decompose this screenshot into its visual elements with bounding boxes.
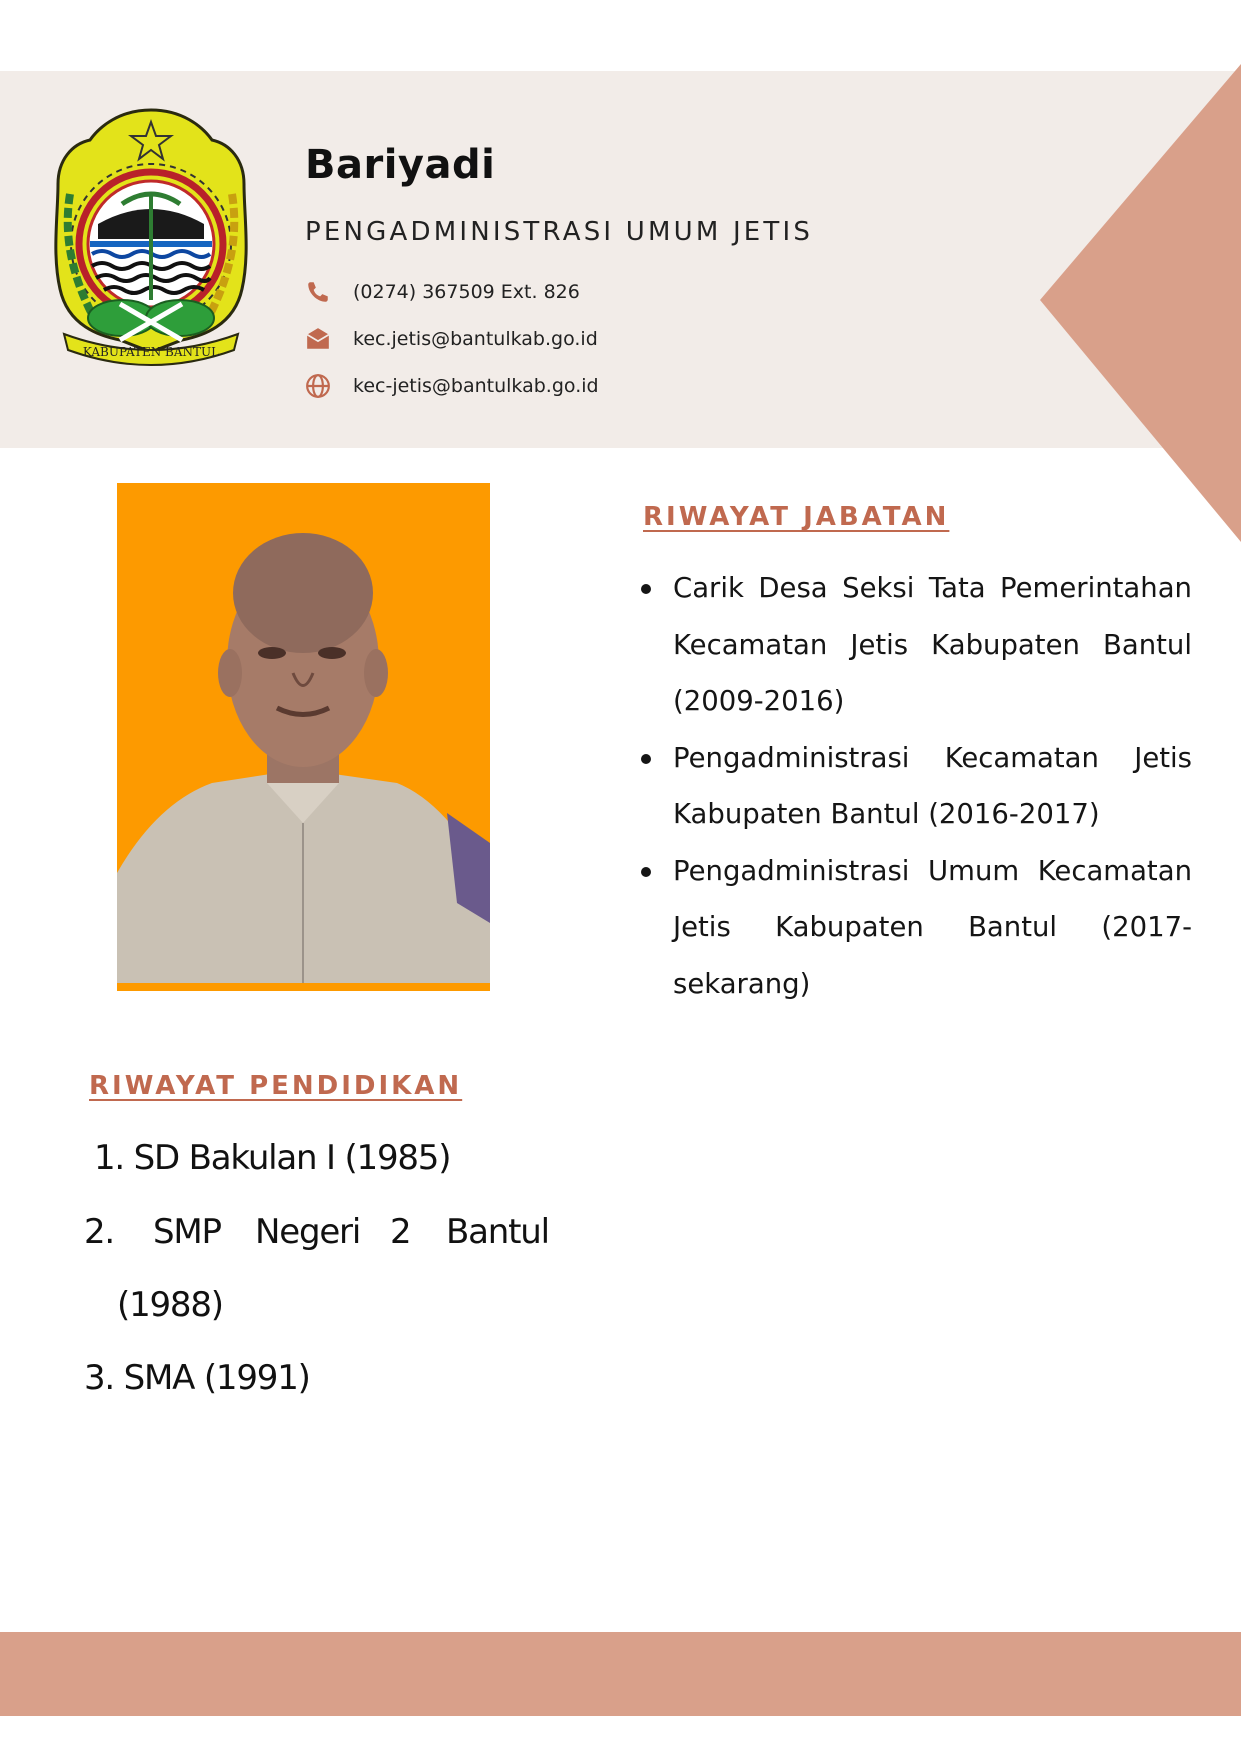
job-title: PENGADMINISTRASI UMUM JETIS	[305, 217, 814, 247]
contact-web	[305, 371, 599, 401]
list-item: Pengadministrasi Umum Kecamatan Jetis Kabupaten Bantul (2017-sekarang)	[636, 843, 1192, 1013]
education-item-2-word: 2	[390, 1212, 411, 1252]
contact-email	[305, 324, 598, 354]
phone-text: (0274) 367509 Ext. 826	[353, 281, 580, 303]
education-item-2-word: Bantul	[446, 1212, 549, 1252]
list-item: Carik Desa Seksi Tata Pemerintahan Kecamatan Jetis Kabupaten Bantul (2009-2016)	[636, 560, 1192, 730]
bullet-icon	[641, 867, 651, 877]
riwayat-jabatan-heading: RIWAYAT JABATAN	[643, 502, 950, 532]
portrait-photo	[117, 483, 490, 991]
education-item-2-word: Negeri	[255, 1212, 361, 1252]
education-item-1: 1. SD Bakulan I (1985)	[94, 1138, 451, 1178]
bullet-icon	[641, 584, 651, 594]
bullet-icon	[641, 754, 651, 764]
footer-band	[0, 1632, 1241, 1716]
kabupaten-bantul-emblem	[50, 104, 252, 374]
mail-icon	[305, 326, 331, 352]
list-item: Pengadministrasi Kecamatan Jetis Kabupaten Bantul (2016-2017)	[636, 730, 1192, 843]
education-item-2-word: SMP	[153, 1212, 221, 1252]
contact-phone	[305, 277, 580, 307]
globe-icon	[305, 373, 331, 399]
education-item-2-year: (1988)	[117, 1285, 223, 1325]
education-item-3: 3. SMA (1991)	[84, 1358, 310, 1398]
emblem-lettering: KABUPATEN BANTUL	[82, 345, 220, 359]
riwayat-pendidikan-heading: RIWAYAT PENDIDIKAN	[89, 1071, 463, 1101]
person-name: Bariyadi	[305, 142, 496, 188]
corner-triangle-decoration	[1040, 64, 1241, 542]
education-item-2-number: 2.	[84, 1212, 115, 1252]
website-text: kec-jetis@bantulkab.go.id	[353, 375, 599, 397]
email-text: kec.jetis@bantulkab.go.id	[353, 328, 598, 350]
riwayat-jabatan-list	[636, 560, 1192, 1012]
phone-icon	[305, 279, 331, 305]
